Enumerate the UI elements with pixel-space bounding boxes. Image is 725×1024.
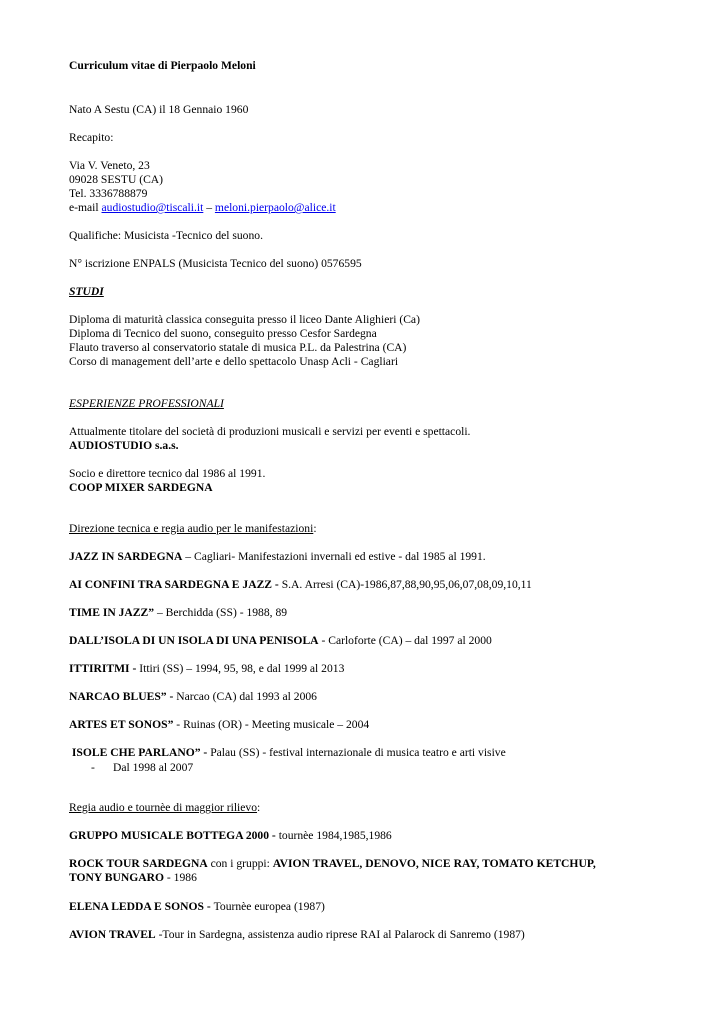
tour-item-rock-cont: TONY BUNGARO - 1986 bbox=[69, 871, 197, 884]
event-item: JAZZ IN SARDEGNA – Cagliari- Manifestazioni invernali ed estive - dal 1985 al 1991. bbox=[69, 550, 486, 563]
event-item: ITTIRITMI - Ittiri (SS) – 1994, 95, 98, e dal 1999 al 2013 bbox=[69, 662, 345, 675]
event-sub-dash: - bbox=[91, 761, 95, 774]
events-heading: Direzione tecnica e regia audio per le manifestazioni: bbox=[69, 522, 317, 535]
document-title: Curriculum vitae di Pierpaolo Meloni bbox=[69, 59, 256, 72]
enpals-registration: N° iscrizione ENPALS (Musicista Tecnico del suono) 0576595 bbox=[69, 257, 362, 270]
experience-current-company: AUDIOSTUDIO s.a.s. bbox=[69, 439, 179, 452]
event-item: NARCAO BLUES” - Narcao (CA) dal 1993 al 2006 bbox=[69, 690, 317, 703]
birth-info: Nato A Sestu (CA) il 18 Gennaio 1960 bbox=[69, 103, 249, 116]
contact-email-line bbox=[69, 201, 336, 215]
contact-street: Via V. Veneto, 23 bbox=[69, 159, 150, 172]
event-sub-item: Dal 1998 al 2007 bbox=[113, 761, 194, 774]
event-item: TIME IN JAZZ” – Berchidda (SS) - 1988, 89 bbox=[69, 606, 288, 619]
contact-city: 09028 SESTU (CA) bbox=[69, 173, 164, 186]
experience-current: Attualmente titolare del società di produzioni musicali e servizi per eventi e spettacoli. bbox=[69, 425, 471, 438]
experience-past-company: COOP MIXER SARDEGNA bbox=[69, 481, 213, 494]
study-item: Diploma di maturità classica conseguita presso il liceo Dante Alighieri (Ca) bbox=[69, 313, 420, 326]
study-item: Corso di management dell’arte e dello spettacolo Unasp Acli - Cagliari bbox=[69, 355, 399, 368]
contact-heading: Recapito: bbox=[69, 131, 114, 144]
study-item: Flauto traverso al conservatorio statale di musica P.L. da Palestrina (CA) bbox=[69, 341, 407, 354]
event-item: ISOLE CHE PARLANO” - Palau (SS) - festival internazionale di musica teatro e arti visive bbox=[69, 746, 506, 759]
email-label: e-mail bbox=[69, 201, 102, 214]
email-link-meloni[interactable]: meloni.pierpaolo@alice.it bbox=[214, 201, 336, 214]
qualifications: Qualifiche: Musicista -Tecnico del suono. bbox=[69, 229, 263, 242]
experience-past: Socio e direttore tecnico dal 1986 al 1991. bbox=[69, 467, 266, 480]
tour-item: GRUPPO MUSICALE BOTTEGA 2000 - tournèe 1984,1985,1986 bbox=[69, 829, 392, 842]
event-item: ARTES ET SONOS” - Ruinas (OR) - Meeting musicale – 2004 bbox=[69, 718, 370, 731]
email-separator: – bbox=[203, 201, 215, 214]
event-item: DALL’ISOLA DI UN ISOLA DI UNA PENISOLA - Carloforte (CA) – dal 1997 al 2000 bbox=[69, 634, 492, 647]
event-item: AI CONFINI TRA SARDEGNA E JAZZ - S.A. Arresi (CA)-1986,87,88,90,95,06,07,08,09,10,11 bbox=[69, 578, 532, 591]
tour-item-rock: ROCK TOUR SARDEGNA con i gruppi: AVION TRAVEL, DENOVO, NICE RAY, TOMATO KETCHUP, bbox=[69, 857, 596, 870]
email-link-audiostudio[interactable]: audiostudio@tiscali.it bbox=[101, 201, 204, 214]
contact-tel: Tel. 3336788879 bbox=[69, 187, 148, 200]
tour-item: ELENA LEDDA E SONOS - Tournèe europea (1987) bbox=[69, 900, 325, 913]
experience-heading: ESPERIENZE PROFESSIONALI bbox=[69, 397, 224, 410]
study-item: Diploma di Tecnico del suono, conseguito presso Cesfor Sardegna bbox=[69, 327, 377, 340]
tour-item: AVION TRAVEL -Tour in Sardegna, assistenza audio riprese RAI al Palarock di Sanremo (1987) bbox=[69, 928, 525, 941]
studies-heading: STUDI bbox=[69, 285, 104, 298]
tours-heading: Regia audio e tournèe di maggior rilievo: bbox=[69, 801, 261, 814]
